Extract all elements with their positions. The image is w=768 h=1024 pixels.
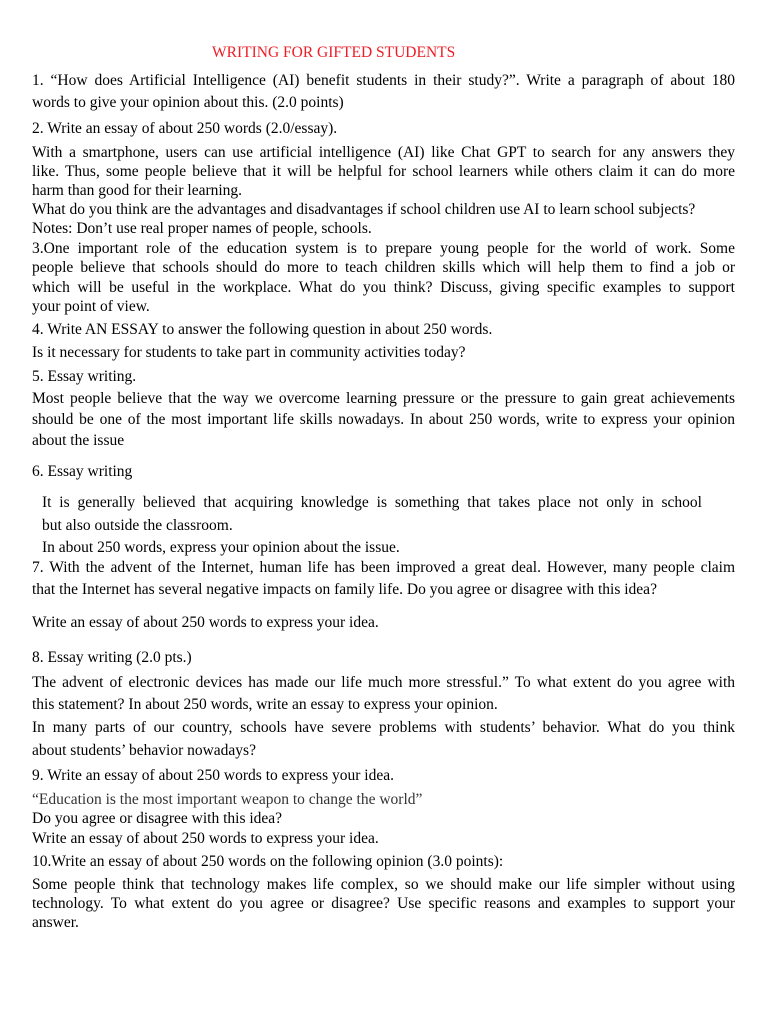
q10-line-4: answer. [32, 914, 79, 931]
q2-line-4: harm than good for their learning. [32, 182, 243, 199]
page-title: WRITING FOR GIFTED STUDENTS [212, 44, 456, 61]
q6-line-1: 6. Essay writing [32, 463, 133, 480]
q4-line-2: Is it necessary for students to take part in community activities today? [32, 344, 466, 361]
q3-line-3: which will be useful in the workplace. What do you think? Discuss, giving specific examples to support [32, 279, 735, 296]
q7-line-3: Write an essay of about 250 words to express your idea. [32, 614, 379, 631]
q7-line-1: 7. With the advent of the Internet, human life has been improved a great deal. However, many people claim [32, 559, 735, 576]
q9-line-3: Do you agree or disagree with this idea? [32, 810, 283, 827]
q4-line-1: 4. Write AN ESSAY to answer the following question in about 250 words. [32, 321, 493, 338]
q2-line-3: like. Thus, some people believe that it will be helpful for school learners while others claim it can do more [32, 163, 735, 180]
q2-line-1: 2. Write an essay of about 250 words (2.0/essay). [32, 120, 338, 137]
q5-line-4: about the issue [32, 432, 125, 449]
q8-line-4: In many parts of our country, schools have severe problems with students’ behavior. What do you think [32, 719, 735, 736]
q8-line-2: The advent of electronic devices has made our life much more stressful.” To what extent do you agree with [32, 674, 735, 691]
q2-line-6: Notes: Don’t use real proper names of people, schools. [32, 220, 372, 237]
q5-line-3: should be one of the most important life skills nowadays. In about 250 words, write to express your opinion [32, 411, 735, 428]
q8-line-1: 8. Essay writing (2.0 pts.) [32, 649, 192, 666]
q1-line-1: 1. “How does Artificial Intelligence (AI) benefit students in their study?”. Write a paragraph of about 180 [32, 72, 735, 89]
q6-line-2: It is generally believed that acquiring knowledge is something that takes place not only in school [42, 494, 702, 511]
q9-line-1: 9. Write an essay of about 250 words to express your idea. [32, 767, 394, 784]
q3-line-4: your point of view. [32, 298, 150, 315]
q7-line-2: that the Internet has several negative impacts on family life. Do you agree or disagree with this idea? [32, 581, 657, 598]
q5-line-1: 5. Essay writing. [32, 368, 137, 385]
q3-line-2: people believe that schools should do more to teach children skills which will help them to find a job or [32, 259, 735, 276]
q8-line-3: this statement? In about 250 words, write an essay to express your opinion. [32, 696, 498, 713]
q1-line-2: words to give your opinion about this. (2.0 points) [32, 94, 344, 111]
q10-line-2: Some people think that technology makes life complex, so we should make our life simpler without using [32, 876, 735, 893]
q5-line-2: Most people believe that the way we overcome learning pressure or the pressure to gain great achievements [32, 390, 735, 407]
q10-line-1: 10.Write an essay of about 250 words on the following opinion (3.0 points): [32, 853, 504, 870]
q9-quote: “Education is the most important weapon to change the world” [32, 791, 423, 808]
q9-line-4: Write an essay of about 250 words to express your idea. [32, 830, 379, 847]
q6-line-3: but also outside the classroom. [42, 517, 233, 534]
q10-line-3: technology. To what extent do you agree or disagree? Use specific reasons and examples to support your [32, 895, 735, 912]
q2-line-2: With a smartphone, users can use artificial intelligence (AI) like Chat GPT to search for any answers they [32, 144, 735, 161]
q2-line-5: What do you think are the advantages and disadvantages if school children use AI to learn school subjects? [32, 201, 696, 218]
q6-line-4: In about 250 words, express your opinion about the issue. [42, 539, 400, 556]
q3-line-1: 3.One important role of the education system is to prepare young people for the world of work. Some [32, 240, 735, 257]
q8-line-5: about students’ behavior nowadays? [32, 742, 256, 759]
